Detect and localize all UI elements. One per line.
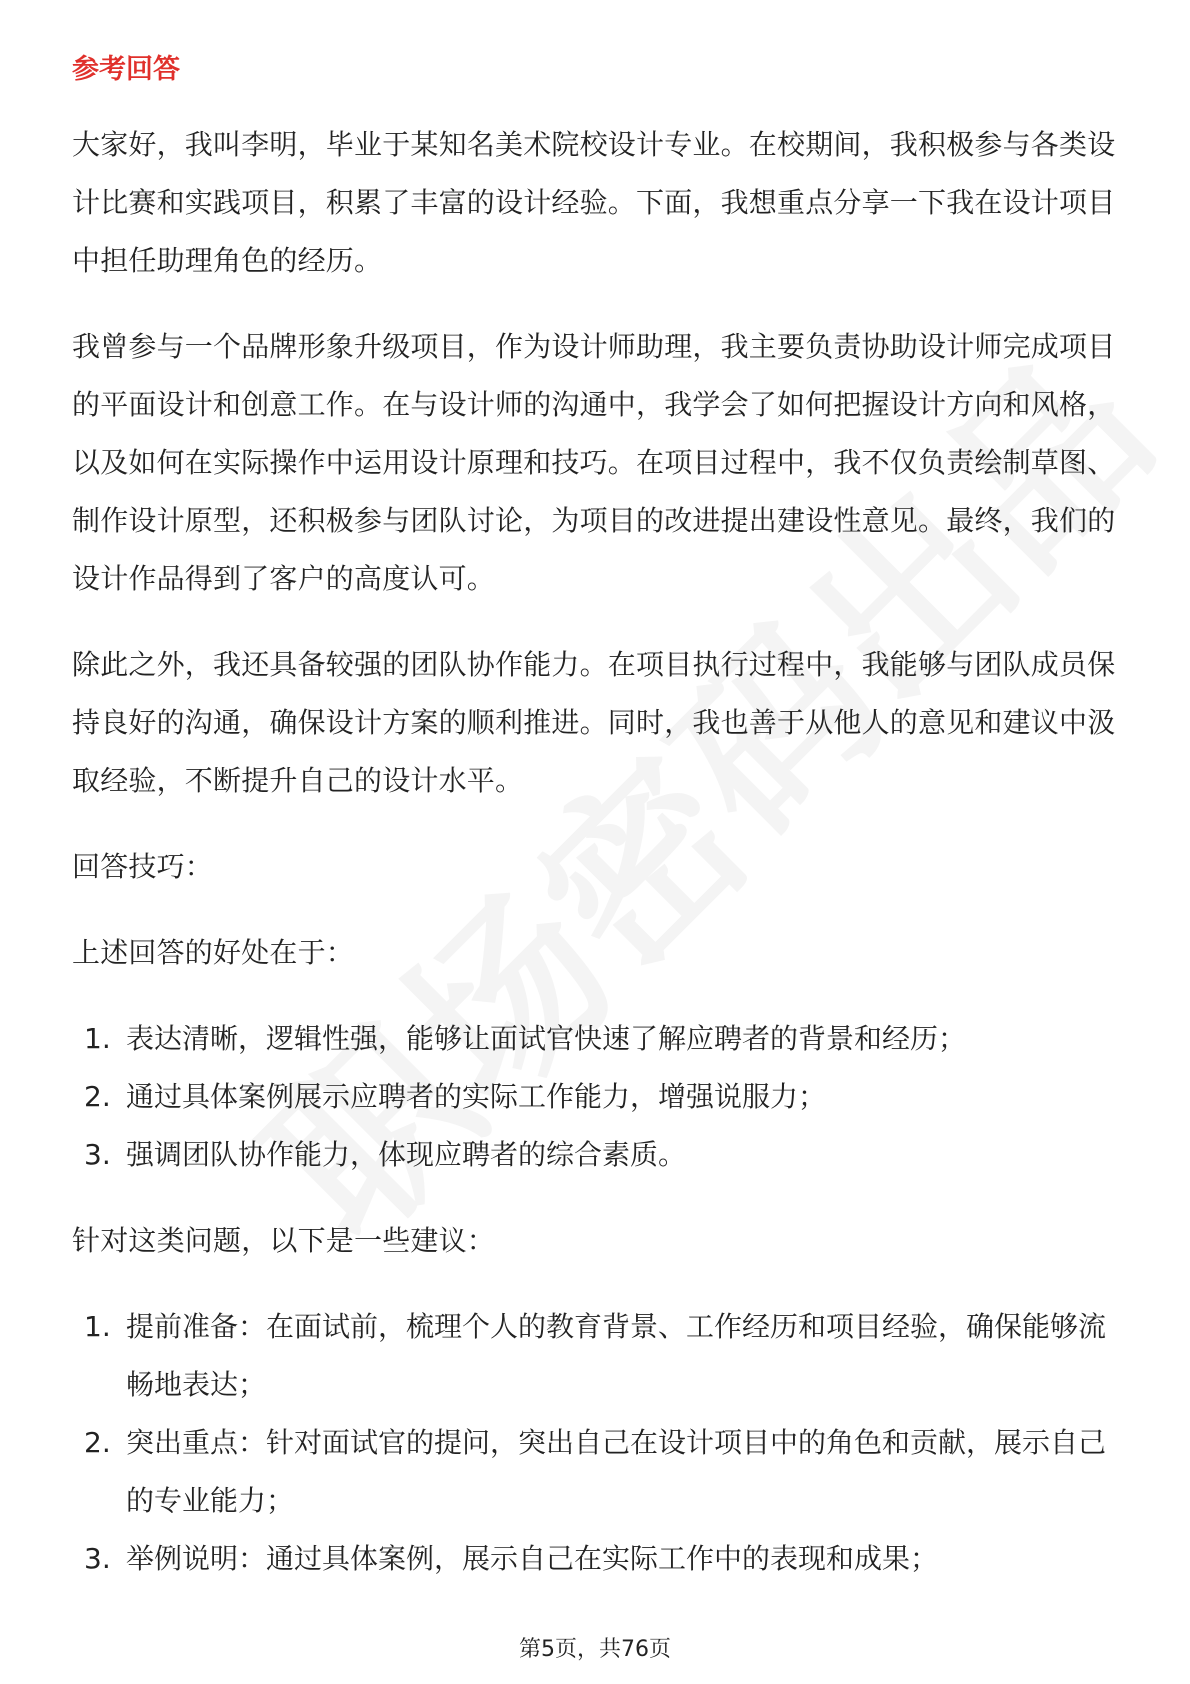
- list-item-text: 举例说明：通过具体案例，展示自己在实际工作中的表现和成果；: [126, 1542, 939, 1575]
- list-item-number: 3.: [84, 1542, 111, 1575]
- list-item-number: 2.: [84, 1080, 111, 1113]
- list-item-text: 强调团队协作能力，体现应聘者的综合素质。: [126, 1138, 687, 1171]
- list-item-text: 提前准备：在面试前，梳理个人的教育背景、工作经历和项目经验，确保能够流畅地表达；: [126, 1310, 1107, 1401]
- paragraph-benefits-intro: 上述回答的好处在于：: [72, 936, 355, 969]
- list-item-number: 3.: [84, 1138, 111, 1171]
- benefits-list: [72, 1010, 1118, 1184]
- list-item-text: 突出重点：针对面试官的提问，突出自己在设计项目中的角色和贡献，展示自己的专业能力；: [126, 1426, 1107, 1517]
- page-number-footer: 第5页，共76页: [519, 1637, 671, 1662]
- list-item-text: 表达清晰，逻辑性强，能够让面试官快速了解应聘者的背景和经历；: [126, 1022, 967, 1055]
- list-item-number: 1.: [84, 1310, 111, 1343]
- list-item-number: 1.: [84, 1022, 111, 1055]
- list-item: [72, 1530, 1118, 1588]
- paragraph-suggestions-intro: 针对这类问题，以下是一些建议：: [72, 1224, 496, 1257]
- list-item: [72, 1068, 1118, 1126]
- document-body: [72, 116, 1118, 1616]
- list-item: [72, 1126, 1118, 1184]
- list-item-text: 通过具体案例展示应聘者的实际工作能力，增强说服力；: [126, 1080, 827, 1113]
- paragraph-tips-heading: 回答技巧：: [72, 850, 214, 883]
- list-item-number: 2.: [84, 1426, 111, 1459]
- suggestions-list: [72, 1298, 1118, 1588]
- section-heading: 参考回答: [72, 54, 180, 85]
- list-item: [72, 1010, 1118, 1068]
- list-item: [72, 1298, 1118, 1414]
- list-item: [72, 1414, 1118, 1530]
- paragraph-teamwork: 除此之外，我还具备较强的团队协作能力。在项目执行过程中，我能够与团队成员保持良好的沟通，确保设计方案的顺利推进。同时，我也善于从他人的意见和建议中汲取经验，不断提升自己的设计水平。: [72, 648, 1116, 797]
- paragraph-intro: 大家好，我叫李明，毕业于某知名美术院校设计专业。在校期间，我积极参与各类设计比赛和实践项目，积累了丰富的设计经验。下面，我想重点分享一下我在设计项目中担任助理角色的经历。: [72, 128, 1116, 277]
- paragraph-project: 我曾参与一个品牌形象升级项目，作为设计师助理，我主要负责协助设计师完成项目的平面设计和创意工作。在与设计师的沟通中，我学会了如何把握设计方向和风格，以及如何在实际操作中运用设计原理和技巧。在项目过程中，我不仅负责绘制草图、制作设计原型，还积极参与团队讨论，为项目的改进提出建设性意见。最终，我们的设计作品得到了客户的高度认可。: [72, 330, 1116, 595]
